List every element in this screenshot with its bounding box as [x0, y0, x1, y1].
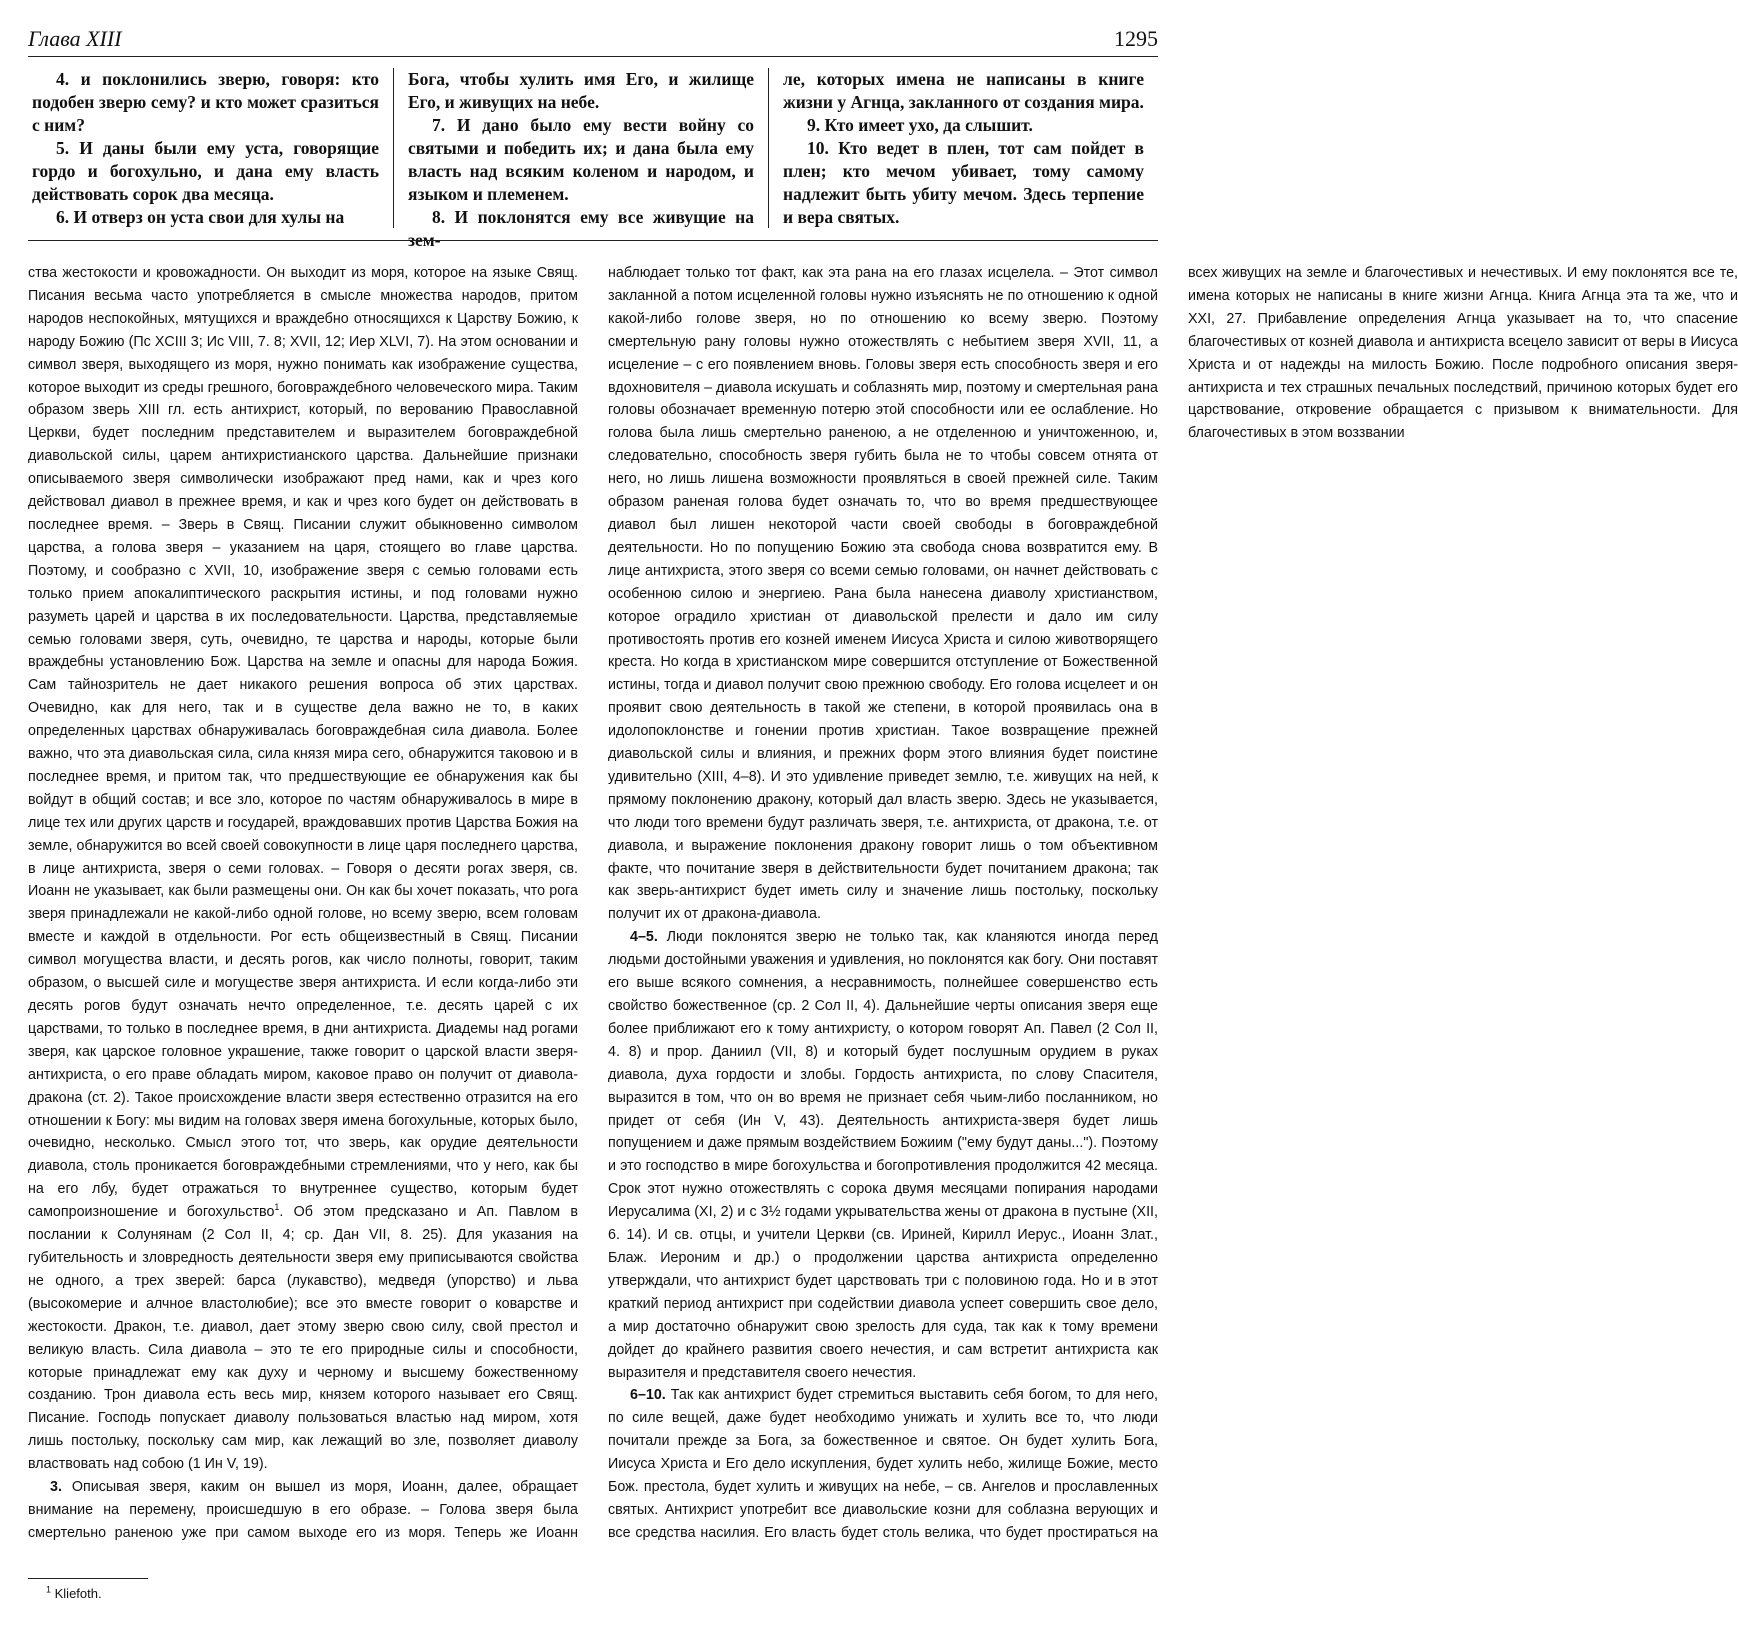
- verse-ref: 6–10.: [630, 1387, 666, 1404]
- verse-column: [28, 68, 393, 228]
- paragraph-text: Так как антихрист будет стремиться выставить себя богом, то для него, по силе вещей, даже будет необходимо унижать и хулить все то, что люди почитали прежде за Бога, за божественное и святое. Он будет хулить Бога, Иисуса Христа и Его дело искупления, будет хулить небо, жилище Божие, место Бож. престола, будет хулить и живущих на небе, – св. Ангелов и прославленных святых. Антихрист употребит все диавольские козни для соблазна верующих и все средства насилия. Его власть будет столь велика, что будет простираться на всех живущих на земле и благочестивых и нечестивых. И ему поклонятся все те, имена которых не написаны в книге жизни Агнца. Книга Агнца эта та же, что и XXI, 27. Прибавление определения Агнца указывает на то, что спасение благочестивых от козней диавола и антихриста всецело зависит от веры в Иисуса Христа и от надежды на милость Божию. После подробного описания зверя-антихриста и тех страшных печальных последствий, причиною которых будет его царствование, откровение обращается с призывом к внимательности. Для благочестивых в этом воззвании: [608, 265, 1738, 1541]
- scripture-verses: [28, 68, 1158, 250]
- verse: Бога, чтобы хулить имя Его, и жилище Его, и живущих на небе.: [408, 69, 754, 112]
- verse-ref: 3.: [50, 1479, 62, 1496]
- verse: ле, которых имена не написаны в книге жизни у Агнца, закланного от создания мира.: [783, 69, 1144, 112]
- page-header: [28, 22, 1158, 57]
- verse: 4. и поклонились зверю, говоря: кто подобен зверю сему? и кто может сразиться с ним?: [32, 69, 379, 135]
- section-divider: [28, 240, 1158, 241]
- footnote-divider: [28, 1578, 148, 1579]
- verse-column: [768, 68, 1158, 228]
- paragraph-text: ства жестокости и кровожадности. Он выходит из моря, которое на языке Свящ. Писания весьма часто употребляется в смысле множества народов, притом народов неспокойных, мятущихся и враждебно относящихся к Царству Божию, к народу Божию (Пс XCIII 3; Ис VIII, 7. 8; XVII, 12; Иер XLVI, 7). На этом основании и символ зверя, выходящего из моря, нужно понимать как изображение существа, которое выходит из среды грешного, боговраждебного человеческого мира. Таким образом зверь XIII гл. есть антихрист, который, по верованию Православной Церкви, будет последним представителем и выразителем боговраждебной диавольской силы, царем антихристианского царства. Дальнейшие признаки описываемого зверя символически изображают пред нами, как и чрез кого действовал диавол в прежнее время, и как и чрез кого будет он действовать в последнее время. – Зверь в Свящ. Писании служит обыкновенно символом царства, а голова зверя – указанием на царя, стоящего во главе царства. Поэтому, и сообразно с XVII, 10, изображение зверя с семью головами есть только прием апокалиптического раскрытия истины, и под головами нужно разуметь царей и царства в их последовательности. Царства, представляемые семью головами зверя, суть, очевидно, те царства и народы, которые были враждебны установлению Бож. Царства на земле и опасны для народа Божия. Сам тайнозритель не дает никакого решения вопроса об этих царствах. Очевидно, как для него, так и в существе дела важно не то, в каких определенных царствах обнаруживалась боговраждебная сила диавола. Более важно, что эта диавольская сила, сила князя мира сего, обнаружится таковою и в последнее время, и притом так, что предшествующие ее обнаружения как бы войдут в общий состав; и все зло, которое по частям обнаруживалось в мире в лице тех или других царств и государей, враждовавших против Царства Божия на земле, обнаружится во всей своей совокупности в лице царя последнего царства, в лице антихриста, зверя о семи головах. – Говоря о десяти рогах зверя, св. Иоанн не указывает, как были размещены они. Он как бы хочет показать, что рога зверя принадлежали не какой-либо одной голове, но всему зверю, всем головам вместе и каждой в отдельности. Рог есть общеизвестный в Свящ. Писании символ могущества власти, и десять рогов, как число полноты, говорит, таким образом, о высшей силе и могуществе зверя антихриста. И если когда-либо эти десять рогов будут означать нечто определенное, т.е. десять царей с их царствами, то только в последнее время, в дни антихриста. Диадемы над рогами зверя, как царское головное украшение, также говорит о царской власти зверя-антихриста, о его праве обладать миром, каковое право он получит от диавола-дракона (ст. 2). Такое происхождение власти зверя естественно отразится на его отношении к Богу: мы видим на головах зверя имена богохульные, которых было, очевидно, несколько. Смысл этого тот, что зверь, как орудие деятельности диавола, столь проникается боговраждебными стремлениями, что у него, как бы на его лбу, будет отражаться то внутреннее существо, которым будет самопроизношение и богохульство: [28, 265, 578, 1221]
- commentary-paragraph: [28, 262, 578, 1476]
- verse: 10. Кто ведет в плен, тот сам пойдет в плен; кто мечом убивает, тому самому надлежит быть убиту мечом. Здесь терпение и вера святых.: [783, 138, 1144, 227]
- chapter-title: Глава XIII: [28, 26, 122, 51]
- paragraph-text: . Об этом предсказано и Ап. Павлом в послании к Солунянам (2 Сол II, 4; ср. Дан VII, 8. 25). Для указания на губительность и зловредность деятельности зверя ему приписываются свойства не одного, а трех зверей: барса (лукавство), медведя (упорство) и льва (высокомерие и алчное властолюбие); все это вместе говорит о коварстве и жестокости. Дракон, т.е. диавол, дает этому зверю свою силу, свой престол и великую власть. Сила диавола – это те его природные силы и способности, которые принадлежат ему как духу и черному и высшему божественному созданию. Трон диавола есть весь мир, князем которого называет его Свящ. Писание. Господь попускает диаволу пользоваться властью над миром, хотя лишь постольку, поскольку сам мир, как лежащий во зле, позволяет диаволу властвовать над собою (1 Ин V, 19).: [28, 1204, 578, 1473]
- verse: 7. И дано было ему вести войну со святыми и победить их; и дана была ему власть над всяким коленом и народом, и языком и племенем.: [408, 115, 754, 204]
- commentary-text: [28, 262, 1738, 1552]
- footnote: [46, 1586, 102, 1601]
- verse: 8. И поклонятся ему все живущие на зем-: [408, 207, 754, 250]
- verse-column: [393, 68, 768, 250]
- verse: 5. И даны были ему уста, говорящие гордо и богохульно, и дана ему власть действовать сорок два месяца.: [32, 138, 379, 204]
- verse-ref: 4–5.: [630, 929, 658, 946]
- paragraph-text: Описывая зверя, каким он вышел из моря, Иоанн, далее, обращает внимание на перемену, происшедшую в его образе. – Голова зверя была смертельно раненою уже при самом выходе его из моря. Теперь же Иоанн наблюдает только тот факт, как эта рана на его глазах исцелела. – Этот символ закланной а потом исцеленной головы нужно изъяснять не по отношению к одной какой-либо голове зверя, но по отношению ко всему зверю. Поэтому смертельную рану головы нужно отожествлять с небытием зверя XVII, 11, а исцеление – с его появлением вновь. Головы зверя есть способность зверя и его вдохновителя – диавола искушать и соблазнять мир, поэтому и смертельная рана головы обозначает временную потерю этой способности или ее ослабление. Но голова была лишь смертельно раненою, а не отделенною и уничтоженною, и, следовательно, способность зверя губить была не то чтобы совсем отнята от него, но лишь лишена возможности проявляться в своей прежней силе. Таким образом раненая голова будет означать то, что во время предшествующее диавол был лишен некоторой части своей свободы в боговраждебной деятельности. Но по попущению Божию эта свобода снова возвратится ему. В лице антихриста, этого зверя со всеми семью головами, он начнет действовать с особенною силою и энергиею. Рана была нанесена диаволу христианством, которое оградило христиан от диавольской прелести и дало им силу противостоять против его козней именем Иисуса Христа и силою животворящего креста. Но когда в христианском мире совершится отступление от Божественной истины, тогда и диавол получит свою прежнюю свободу. Его голова исцелеет и он проявит свою деятельность в такой же степени, в которой проявилась она в идолопоклонстве и гонении против христиан. Такое возвращение прежней диавольской силы и влияния, и прежних форм этого влияния будет поистине удивительно (XIII, 4–8). И это удивление приведет землю, т.е. живущих на ней, к прямому поклонению дракону, который дал власть зверю. Здесь не указывается, что люди того времени будут различать зверя, т.е. антихриста, от дракона, т.е. от диавола, и выражение поклонения дракону говорит лишь о том объективном факте, что почитание зверя в действительности будет почитанием дракона; так как зверь-антихрист будет иметь силу и значение лишь постольку, поскольку получит их от дракона-диавола.: [28, 265, 1158, 1541]
- verse: 9. Кто имеет ухо, да слышит.: [807, 115, 1033, 135]
- page-number: 1295: [1114, 26, 1158, 51]
- paragraph-text: Люди поклонятся зверю не только так, как кланяются иногда перед людьми достойными уважения и удивления, но поклонятся как богу. Они поставят его выше всякого сомнения, а несравнимость, полнейшее совершенство есть свойство божественное (ср. 2 Сол II, 4). Дальнейшие черты описания зверя еще более приближают его к тому антихристу, о котором говорят Ап. Павел (2 Сол II, 4. 8) и прор. Даниил (VII, 8) и который будет послушным орудием в руках диавола, духа гордости и злобы. Гордость антихриста, по слову Спасителя, выразится в том, что он во время не признает себя чьим-либо посланником, но придет от себя (Ин V, 43). Деятельность антихриста-зверя будет лишь попущением и даже прямым воздействием Божиим ("ему будут даны..."). Поэтому и это господство в мире богохульства и богопротивления продолжится 42 месяца. Срок этот нужно отожествлять с сорока двумя месяцами попирания народами Иерусалима (XI, 2) и с 3½ годами укрывательства жены от дракона в пустыне (XII, 6. 14). И св. отцы, и учители Церкви (св. Ириней, Кирилл Иерус., Иоанн Злат., Блаж. Иероним и др.) о продолжении царства антихриста определенно утверждали, что антихрист будет царствовать три с половиною года. Но и в этот краткий период антихрист при содействии диавола успеет совершить свое дело, а мир достаточно обнаружит свою зрелость для суда, так как к тому времени дойдет до крайнего развития своего нечестия, и сам встретит антихриста как выразителя и представителя своего нечестия.: [608, 929, 1158, 1381]
- footnote-mark: 1: [46, 1584, 52, 1595]
- commentary-paragraph: [608, 926, 1158, 1384]
- footnote-ref: 1: [274, 1202, 280, 1213]
- verse: 6. И отверз он уста свои для хулы на: [56, 207, 345, 227]
- footnote-text: Kliefoth.: [51, 1586, 102, 1601]
